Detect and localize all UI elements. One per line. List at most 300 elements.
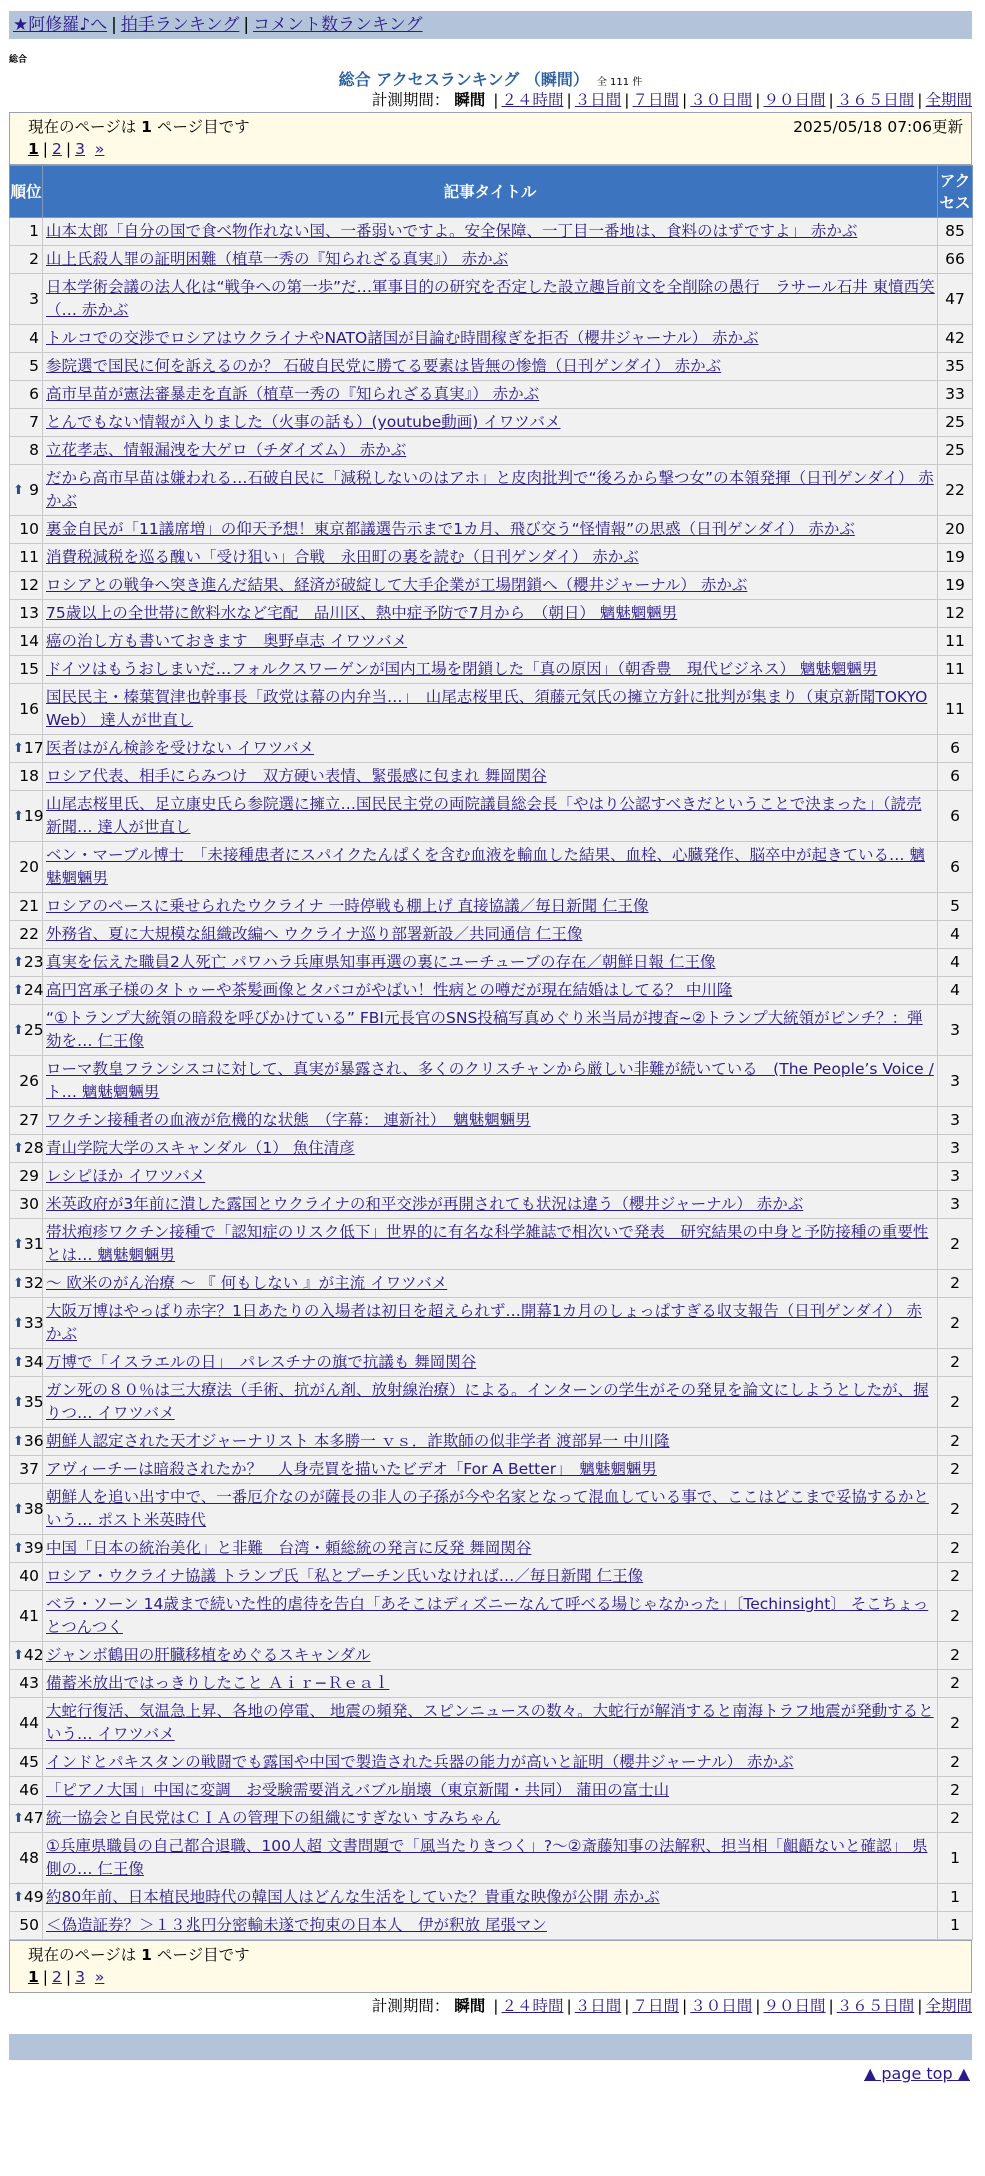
article-link[interactable]: ベラ・ソーン 14歳まで続いた性的虐待を告白「あそこはディズニーなんて呼べる場じゃなかった」〔Techinsight〕 そこちょっとつんつく: [46, 1595, 929, 1636]
rank-cell: [10, 893, 43, 921]
title-cell: [43, 437, 938, 465]
article-link[interactable]: 朝鮮人認定された天才ジャーナリスト 本多勝一 ｖｓ．詐欺師の似非学者 渡部昇一 中川隆: [46, 1432, 670, 1450]
title-cell: [43, 1912, 938, 1940]
period-selector-top: [9, 89, 972, 112]
rank-number: 44: [19, 1713, 39, 1732]
col-rank-header: 順位: [10, 166, 43, 218]
rank-cell: [10, 437, 43, 465]
article-link[interactable]: 高円宮承子様のタトゥーや茶髪画像とタバコがやばい！性病との噂だが現在結婚はしてる？ 中川隆: [46, 981, 733, 999]
rank-number: 2: [29, 250, 39, 268]
rank-number: 17: [23, 739, 44, 757]
up-arrow-icon: ⬆: [13, 1315, 24, 1331]
article-link[interactable]: ロシアのペースに乗せられたウクライナ 一時停戦も棚上げ 直接協議／毎日新聞 仁王像: [46, 897, 649, 915]
title-cell: [43, 325, 938, 353]
access-count: 33: [938, 381, 973, 409]
period-option-link[interactable]: ２４時間: [501, 1997, 564, 2015]
page-links: [28, 1966, 963, 1988]
article-link[interactable]: 帯状疱疹ワクチン接種で「認知症のリスク低下」世界的に有名な科学雑誌で相次いで発表 研究結果の中身と予防接種の重要性とは… 魑魅魍魎男: [46, 1223, 929, 1264]
rank-cell: [10, 409, 43, 437]
period-option-link[interactable]: ９０日間: [763, 91, 826, 109]
title-cell: [43, 1191, 938, 1219]
rank-number: 50: [19, 1916, 39, 1934]
page-separator: |: [42, 1968, 49, 1986]
title-cell: [43, 1377, 938, 1428]
title-cell: [43, 1484, 938, 1535]
table-row: [10, 763, 973, 791]
article-link[interactable]: ＜偽造証券？＞１３兆円分密輸未遂で拘束の日本人 伊が釈放 尾張マン: [46, 1916, 547, 1934]
article-link[interactable]: 朝鮮人を追い出す中で、一番厄介なのが薩長の非人の子孫が今や名家となって混血している事で、ここはどこまで妥協するかという… ポスト米英時代: [46, 1488, 929, 1529]
period-option-link[interactable]: ７日間: [632, 91, 679, 109]
access-count: 1: [938, 1884, 973, 1912]
rank-cell: [10, 1163, 43, 1191]
pager-status: 現在のページは 1 ページ目です: [28, 118, 250, 136]
access-count: 2: [938, 1349, 973, 1377]
rank-cell: [10, 1591, 43, 1642]
article-link[interactable]: ローマ教皇フランシスコに対して、真実が暴露され、多くのクリスチャンから厳しい非難が続いている (The People’s Voice / ト… 魑魅魍魎男: [46, 1060, 934, 1101]
article-link[interactable]: ～ 欧米のがん治療 ～ 『 何もしない 』が主流 イワツバメ: [46, 1274, 448, 1292]
article-link[interactable]: “①トランプ大統領の暗殺を呼びかけている” FBI元長官のSNS投稿写真めぐり米当局が捜査~②トランプ大統領がピンチ？：弾劾を… 仁王像: [46, 1009, 923, 1050]
table-row: [10, 1777, 973, 1805]
table-row: [10, 381, 973, 409]
table-row: [10, 1135, 973, 1163]
rank-cell: [10, 1535, 43, 1563]
up-arrow-icon: ⬆: [13, 1394, 24, 1410]
top-nav-bar: [9, 11, 972, 39]
title-cell: [43, 572, 938, 600]
rank-cell: [10, 1298, 43, 1349]
rank-cell: [10, 218, 43, 246]
ranking-table: [9, 165, 973, 1940]
title-cell: [43, 842, 938, 893]
table-row: [10, 1349, 973, 1377]
nav-separator: |: [111, 15, 117, 35]
period-separator: |: [566, 91, 572, 109]
period-option-link[interactable]: 全期間: [925, 1997, 972, 2015]
rank-number: 20: [19, 857, 39, 876]
article-link[interactable]: とんでもない情報が入りました（火事の話も）(youtube動画) イワツバメ: [46, 413, 561, 431]
access-count: 2: [938, 1749, 973, 1777]
rank-cell: [10, 977, 43, 1005]
rank-cell: [10, 1563, 43, 1591]
period-options: [490, 1997, 972, 2015]
table-row: [10, 628, 973, 656]
period-option-link[interactable]: ３日間: [574, 1997, 622, 2015]
access-count: 2: [938, 1377, 973, 1428]
access-count: 3: [938, 1005, 973, 1056]
title-cell: [43, 274, 938, 325]
article-link[interactable]: アヴィーチーは暗殺されたか？ 人身売買を描いたビデオ「For A Better」 魑魅魍魎男: [46, 1460, 657, 1478]
rank-cell: [10, 1912, 43, 1940]
article-link[interactable]: 大蛇行復活、気温急上昇、各地の停電、 地震の頻発、スピンニュースの数々。大蛇行が解消すると南海トラフ地震が発動するという… イワツバメ: [46, 1702, 934, 1743]
title-cell: [43, 656, 938, 684]
title-cell: [43, 735, 938, 763]
page-separator: |: [42, 140, 49, 158]
up-arrow-icon: ⬆: [13, 1355, 24, 1370]
article-link[interactable]: 統一協会と自民党はＣＩＡの管理下の組織にすぎない すみちゃん: [46, 1809, 501, 1827]
access-count: 3: [938, 1107, 973, 1135]
title-cell: [43, 409, 938, 437]
access-count: 2: [938, 1563, 973, 1591]
title-cell: [43, 1456, 938, 1484]
title-cell: [43, 1298, 938, 1349]
rank-cell: [10, 353, 43, 381]
rank-number: 25: [23, 1020, 44, 1039]
period-option-link[interactable]: ３０日間: [690, 91, 753, 109]
table-row: [10, 600, 973, 628]
page-link[interactable]: 3: [75, 1968, 86, 1986]
access-count: 42: [938, 325, 973, 353]
period-option-link[interactable]: ３０日間: [690, 1997, 753, 2015]
rank-number: 45: [19, 1753, 39, 1771]
access-count: 1: [938, 1912, 973, 1940]
title-cell: [43, 1563, 938, 1591]
article-link[interactable]: レシピほか イワツバメ: [46, 1167, 206, 1185]
table-row: [10, 1805, 973, 1833]
article-link[interactable]: ジャンボ鶴田の肝臓移植をめぐるスキャンダル: [46, 1646, 371, 1664]
access-count: 2: [938, 1298, 973, 1349]
access-count: 3: [938, 1056, 973, 1107]
table-row: [10, 656, 973, 684]
table-row: [10, 1428, 973, 1456]
rank-number: 27: [19, 1111, 39, 1129]
title-cell: [43, 1349, 938, 1377]
article-link[interactable]: 真実を伝えた職員2人死亡 パワハラ兵庫県知事再選の裏にユーチューブの存在／朝鮮日報 仁王像: [46, 953, 716, 971]
rank-number: 34: [23, 1353, 44, 1371]
period-label: 計測期間：: [371, 91, 450, 109]
access-count: 11: [938, 628, 973, 656]
rank-cell: [10, 1884, 43, 1912]
article-link[interactable]: 山尾志桜里氏、足立康史氏ら参院選に擁立…国民民主党の両院議員総会長「やはり公認すべきだということで決まった」（読売新聞… 達人が世直し: [46, 795, 922, 836]
article-link[interactable]: 癌の治し方も書いておきます 奥野卓志 イワツバメ: [46, 632, 408, 650]
page-link[interactable]: 2: [52, 140, 62, 158]
article-link[interactable]: 裏金自民が「11議席増」の仰天予想！東京都議選告示まで1カ月、飛び交う“怪情報”の思惑（日刊ゲンダイ） 赤かぶ: [46, 520, 855, 538]
title-cell: [43, 1056, 938, 1107]
period-separator: |: [828, 91, 834, 109]
rank-cell: [10, 465, 43, 516]
rank-number: 29: [19, 1167, 39, 1185]
rank-number: 19: [23, 806, 44, 825]
access-count: 2: [938, 1805, 973, 1833]
table-row: [10, 735, 973, 763]
period-selector-bottom: [9, 1995, 972, 2018]
rank-cell: [10, 1056, 43, 1107]
article-link[interactable]: ロシアとの戦争へ突き進んだ結果、経済が破綻して大手企業が工場閉鎖へ（櫻井ジャーナル） 赤かぶ: [46, 576, 748, 594]
table-row: [10, 1833, 973, 1884]
rank-cell: [10, 1642, 43, 1670]
rank-cell: [10, 763, 43, 791]
period-separator: |: [682, 1997, 688, 2015]
access-count: 2: [938, 1535, 973, 1563]
article-link[interactable]: ベン・マーブル博士 「未接種患者にスパイクたんぱくを含む血液を輸血した結果、血栓、心臓発作、脳卒中が起きている… 魑魅魍魎男: [46, 846, 925, 887]
rank-number: 21: [19, 897, 39, 915]
up-arrow-icon: ⬆: [13, 1236, 24, 1252]
rank-cell: [10, 684, 43, 735]
access-count: 19: [938, 544, 973, 572]
rank-cell: [10, 656, 43, 684]
page-link[interactable]: 3: [75, 140, 86, 158]
table-row: [10, 409, 973, 437]
rank-number: 11: [19, 548, 39, 566]
rank-cell: [10, 1377, 43, 1428]
page-top-link[interactable]: ▲ page top ▲: [863, 2064, 970, 2083]
article-link[interactable]: 立花孝志、情報漏洩を大ゲロ（チダイズム） 赤かぶ: [46, 441, 407, 459]
applause-ranking-link[interactable]: 拍手ランキング: [120, 15, 240, 35]
rank-number: 12: [19, 576, 39, 594]
title-cell: [43, 921, 938, 949]
rank-cell: [10, 1749, 43, 1777]
table-row: [10, 893, 973, 921]
access-count: 11: [938, 684, 973, 735]
rank-number: 5: [29, 357, 39, 375]
table-row: [10, 1484, 973, 1535]
title-cell: [43, 600, 938, 628]
table-row: [10, 1056, 973, 1107]
title-cell: [43, 246, 938, 274]
updated-time: 2025/05/18 07:06更新: [793, 118, 963, 136]
table-row: [10, 1191, 973, 1219]
up-arrow-icon: ⬆: [13, 808, 24, 824]
title-cell: [43, 977, 938, 1005]
access-count: 25: [938, 437, 973, 465]
table-row: [10, 1749, 973, 1777]
article-link[interactable]: 大阪万博はやっぱり赤字？1日あたりの入場者は初日を超えられず…開幕1カ月のしょっぱすぎる収支報告（日刊ゲンダイ） 赤かぶ: [46, 1302, 922, 1343]
rank-cell: [10, 1698, 43, 1749]
access-count: 2: [938, 1777, 973, 1805]
period-option-link[interactable]: 全期間: [925, 91, 972, 109]
access-count: 35: [938, 353, 973, 381]
article-link[interactable]: ワクチン接種者の血液が危機的な状態 （字幕： 連新社） 魑魅魍魎男: [46, 1111, 531, 1129]
period-separator: |: [828, 1997, 834, 2015]
rank-number: 6: [29, 385, 39, 403]
article-link[interactable]: 国民民主・榛葉賀津也幹事長「政党は幕の内弁当…」 山尾志桜里氏、須藤元気氏の擁立方針に批判が集まり（東京新聞TOKYO Web） 達人が世直し: [46, 688, 928, 729]
article-link[interactable]: ①兵庫県職員の自己都合退職、100人超 文書問題で「風当たりきつく」?～②斎藤知事の法解釈、担当相「齟齬ないと確認」 県側の… 仁王像: [46, 1837, 928, 1878]
rank-cell: [10, 325, 43, 353]
article-link[interactable]: 万博で「イスラエルの日」 パレスチナの旗で抗議も 舞岡関谷: [46, 1353, 477, 1371]
period-option-link[interactable]: ９０日間: [763, 1997, 826, 2015]
period-option-link[interactable]: ３６５日間: [836, 1997, 915, 2015]
bottom-bar: [9, 2034, 972, 2060]
rank-cell: [10, 1805, 43, 1833]
access-count: 66: [938, 246, 973, 274]
period-separator: |: [682, 91, 688, 109]
article-link[interactable]: ロシア代表、相手にらみつけ 双方硬い表情、緊張感に包まれ 舞岡関谷: [46, 767, 547, 785]
title-cell: [43, 1670, 938, 1698]
table-row: [10, 1163, 973, 1191]
table-row: [10, 1456, 973, 1484]
rank-number: 37: [19, 1460, 39, 1478]
pager-status: 現在のページは 1 ページ目です: [28, 1946, 250, 1964]
article-link[interactable]: ロシア・ウクライナ協議 トランプ氏「私とプーチン氏いなければ…／毎日新聞 仁王像: [46, 1567, 644, 1585]
rank-cell: [10, 1777, 43, 1805]
article-link[interactable]: 日本学術会議の法人化は“戦争への第一歩”だ…軍事目的の研究を否定した設立趣旨前文を全削除の愚行 ラサール石井 東憤西笑（… 赤かぶ: [46, 278, 935, 319]
rank-cell: [10, 274, 43, 325]
table-row: [10, 1642, 973, 1670]
table-row: [10, 1005, 973, 1056]
table-row: [10, 1298, 973, 1349]
title-cell: [43, 1270, 938, 1298]
article-link[interactable]: だから高市早苗は嫌われる…石破自民に「減税しないのはアホ」と皮肉批判で“後ろから撃つ女”の本領発揮（日刊ゲンダイ） 赤かぶ: [46, 469, 934, 510]
table-row: [10, 1535, 973, 1563]
up-arrow-icon: ⬆: [13, 1276, 24, 1291]
title-cell: [43, 1163, 938, 1191]
comment-ranking-link[interactable]: コメント数ランキング: [253, 15, 423, 35]
access-count: 2: [938, 1670, 973, 1698]
access-count: 4: [938, 949, 973, 977]
article-link[interactable]: 75歳以上の全世帯に飲料水など宅配 品川区、熱中症予防で7月から （朝日） 魑魅魍魎男: [46, 604, 678, 622]
rank-number: 8: [29, 441, 39, 459]
page-current: 1: [28, 1968, 39, 1986]
access-count: 2: [938, 1428, 973, 1456]
table-row: [10, 949, 973, 977]
table-row: [10, 791, 973, 842]
access-count: 25: [938, 409, 973, 437]
access-count: 6: [938, 735, 973, 763]
article-link[interactable]: インドとパキスタンの戦闘でも露国や中国で製造された兵器の能力が高いと証明（櫻井ジャーナル） 赤かぶ: [46, 1753, 794, 1771]
article-link[interactable]: 参院選で国民に何を訴えるのか？ 石破自民党に勝てる要素は皆無の惨憺（日刊ゲンダイ） 赤かぶ: [46, 357, 722, 375]
access-count: 2: [938, 1484, 973, 1535]
rank-number: 46: [19, 1781, 39, 1799]
table-row: [10, 437, 973, 465]
rank-cell: [10, 1270, 43, 1298]
article-link[interactable]: ガン死の８０％は三大療法（手術、抗がん剤、放射線治療）による。インターンの学生がその発見を論文にしようとしたが、握りつ… イワツバメ: [46, 1381, 929, 1422]
pager-top: [9, 112, 972, 165]
period-separator: |: [493, 91, 499, 109]
period-option-link[interactable]: ７日間: [632, 1997, 679, 2015]
period-current: 瞬間: [454, 1997, 486, 2015]
title-cell: [43, 1135, 938, 1163]
period-option-link[interactable]: ３日間: [574, 91, 622, 109]
title-cell: [43, 1749, 938, 1777]
title-cell: [43, 544, 938, 572]
rank-number: 39: [23, 1539, 44, 1557]
rank-cell: [10, 791, 43, 842]
title-cell: [43, 684, 938, 735]
article-link[interactable]: ドイツはもうおしまいだ…フォルクスワーゲンが国内工場を閉鎖した「真の原因」（朝香豊 現代ビジネス） 魑魅魍魎男: [46, 660, 878, 678]
access-count: 2: [938, 1456, 973, 1484]
access-count: 85: [938, 218, 973, 246]
period-separator: |: [624, 1997, 630, 2015]
next-page-link[interactable]: »: [94, 140, 105, 158]
period-separator: |: [755, 1997, 761, 2015]
period-label: 計測期間：: [371, 1997, 450, 2015]
rank-cell: [10, 246, 43, 274]
table-row: [10, 544, 973, 572]
total-count: 全 111 件: [596, 77, 643, 88]
table-row: [10, 1107, 973, 1135]
rank-cell: [10, 1107, 43, 1135]
period-separator: |: [493, 1997, 499, 2015]
period-option-link[interactable]: ２４時間: [501, 91, 564, 109]
period-option-link[interactable]: ３６５日間: [836, 91, 915, 109]
access-count: 4: [938, 921, 973, 949]
table-row: [10, 572, 973, 600]
rank-number: 22: [19, 925, 39, 943]
rank-number: 15: [19, 660, 39, 678]
rank-cell: [10, 600, 43, 628]
period-separator: |: [755, 91, 761, 109]
page-separator: |: [65, 140, 72, 158]
rank-number: 14: [19, 632, 39, 650]
title-cell: [43, 949, 938, 977]
article-link[interactable]: 中国「日本の統治美化」と非難 台湾・頼総統の発言に反発 舞岡関谷: [46, 1539, 532, 1557]
access-count: 19: [938, 572, 973, 600]
up-arrow-icon: ⬆: [13, 1648, 24, 1663]
article-link[interactable]: 高市早苗が憲法審暴走を直訴（植草一秀の『知られざる真実』） 赤かぶ: [46, 385, 540, 403]
access-count: 3: [938, 1191, 973, 1219]
rank-cell: [10, 1833, 43, 1884]
title-cell: [43, 516, 938, 544]
rank-number: 35: [23, 1392, 44, 1411]
period-separator: |: [566, 1997, 572, 2015]
rank-number: 43: [19, 1674, 39, 1692]
table-row: [10, 1563, 973, 1591]
home-link[interactable]: ★阿修羅♪へ: [13, 15, 108, 35]
rank-number: 4: [29, 329, 39, 347]
title-cell: [43, 1805, 938, 1833]
table-row: [10, 1270, 973, 1298]
rank-number: 23: [23, 953, 44, 971]
rank-cell: [10, 949, 43, 977]
rank-number: 47: [23, 1809, 44, 1827]
access-count: 6: [938, 791, 973, 842]
page-current: 1: [28, 140, 39, 158]
nav-separator: |: [243, 15, 250, 35]
article-link[interactable]: 青山学院大学のスキャンダル（1） 魚住清彦: [46, 1139, 355, 1157]
page-title: 総合 アクセスランキング （瞬間）: [338, 70, 589, 89]
period-current: 瞬間: [454, 91, 486, 109]
table-row: [10, 684, 973, 735]
article-link[interactable]: 備蓄米放出ではっきりしたこと Ａｉｒ−Ｒｅａｌ: [46, 1674, 390, 1692]
rank-cell: [10, 735, 43, 763]
rank-cell: [10, 1428, 43, 1456]
period-options: [490, 91, 972, 109]
title-cell: [43, 893, 938, 921]
rank-number: 30: [19, 1195, 39, 1213]
rank-number: 24: [23, 981, 44, 999]
rank-number: 16: [19, 699, 39, 718]
col-access-header: アクセス: [938, 166, 973, 218]
article-link[interactable]: 山本太郎「自分の国で食べ物作れない国、一番弱いですよ。安全保障、一丁目一番地は、食料のはずですよ」 赤かぶ: [46, 222, 858, 240]
up-arrow-icon: ⬆: [13, 955, 24, 970]
period-separator: |: [917, 91, 923, 109]
rank-number: 41: [19, 1606, 39, 1625]
article-link[interactable]: 約80年前、日本植民地時代の韓国人はどんな生活をしていた？貴重な映像が公開 赤かぶ: [46, 1888, 660, 1906]
rank-number: 26: [19, 1071, 39, 1090]
access-count: 6: [938, 842, 973, 893]
article-link[interactable]: 医者はがん検診を受けない イワツバメ: [46, 739, 315, 757]
rank-cell: [10, 1219, 43, 1270]
title-cell: [43, 1833, 938, 1884]
rank-number: 49: [23, 1888, 44, 1906]
article-link[interactable]: 消費税減税を巡る醜い「受け狙い」合戦 永田町の裏を読む（日刊ゲンダイ） 赤かぶ: [46, 548, 639, 566]
table-row: [10, 1698, 973, 1749]
access-count: 6: [938, 763, 973, 791]
table-row: [10, 465, 973, 516]
article-link[interactable]: 外務省、夏に大規模な組織改編へ ウクライナ巡り部署新設／共同通信 仁王像: [46, 925, 583, 943]
rank-number: 13: [19, 604, 39, 622]
title-cell: [43, 763, 938, 791]
article-link[interactable]: 「ピアノ大国」中国に変調 お受験需要消えバブル崩壊（東京新聞・共同） 蒲田の富士山: [46, 1781, 670, 1799]
article-link[interactable]: 米英政府が3年前に潰した露国とウクライナの和平交渉が再開されても状況は違う（櫻井ジャーナル） 赤かぶ: [46, 1195, 804, 1213]
next-page-link[interactable]: »: [94, 1968, 105, 1986]
pager-bottom: [9, 1940, 972, 1993]
page-link[interactable]: 2: [52, 1968, 62, 1986]
article-link[interactable]: トルコでの交渉でロシアはウクライナやNATO諸国が目論む時間稼ぎを拒否（櫻井ジャーナル） 赤かぶ: [46, 329, 759, 347]
article-link[interactable]: 山上氏殺人罪の証明困難（植草一秀の『知られざる真実』） 赤かぶ: [46, 250, 509, 268]
table-row: [10, 274, 973, 325]
title-cell: [43, 381, 938, 409]
rank-number: 10: [19, 520, 39, 538]
